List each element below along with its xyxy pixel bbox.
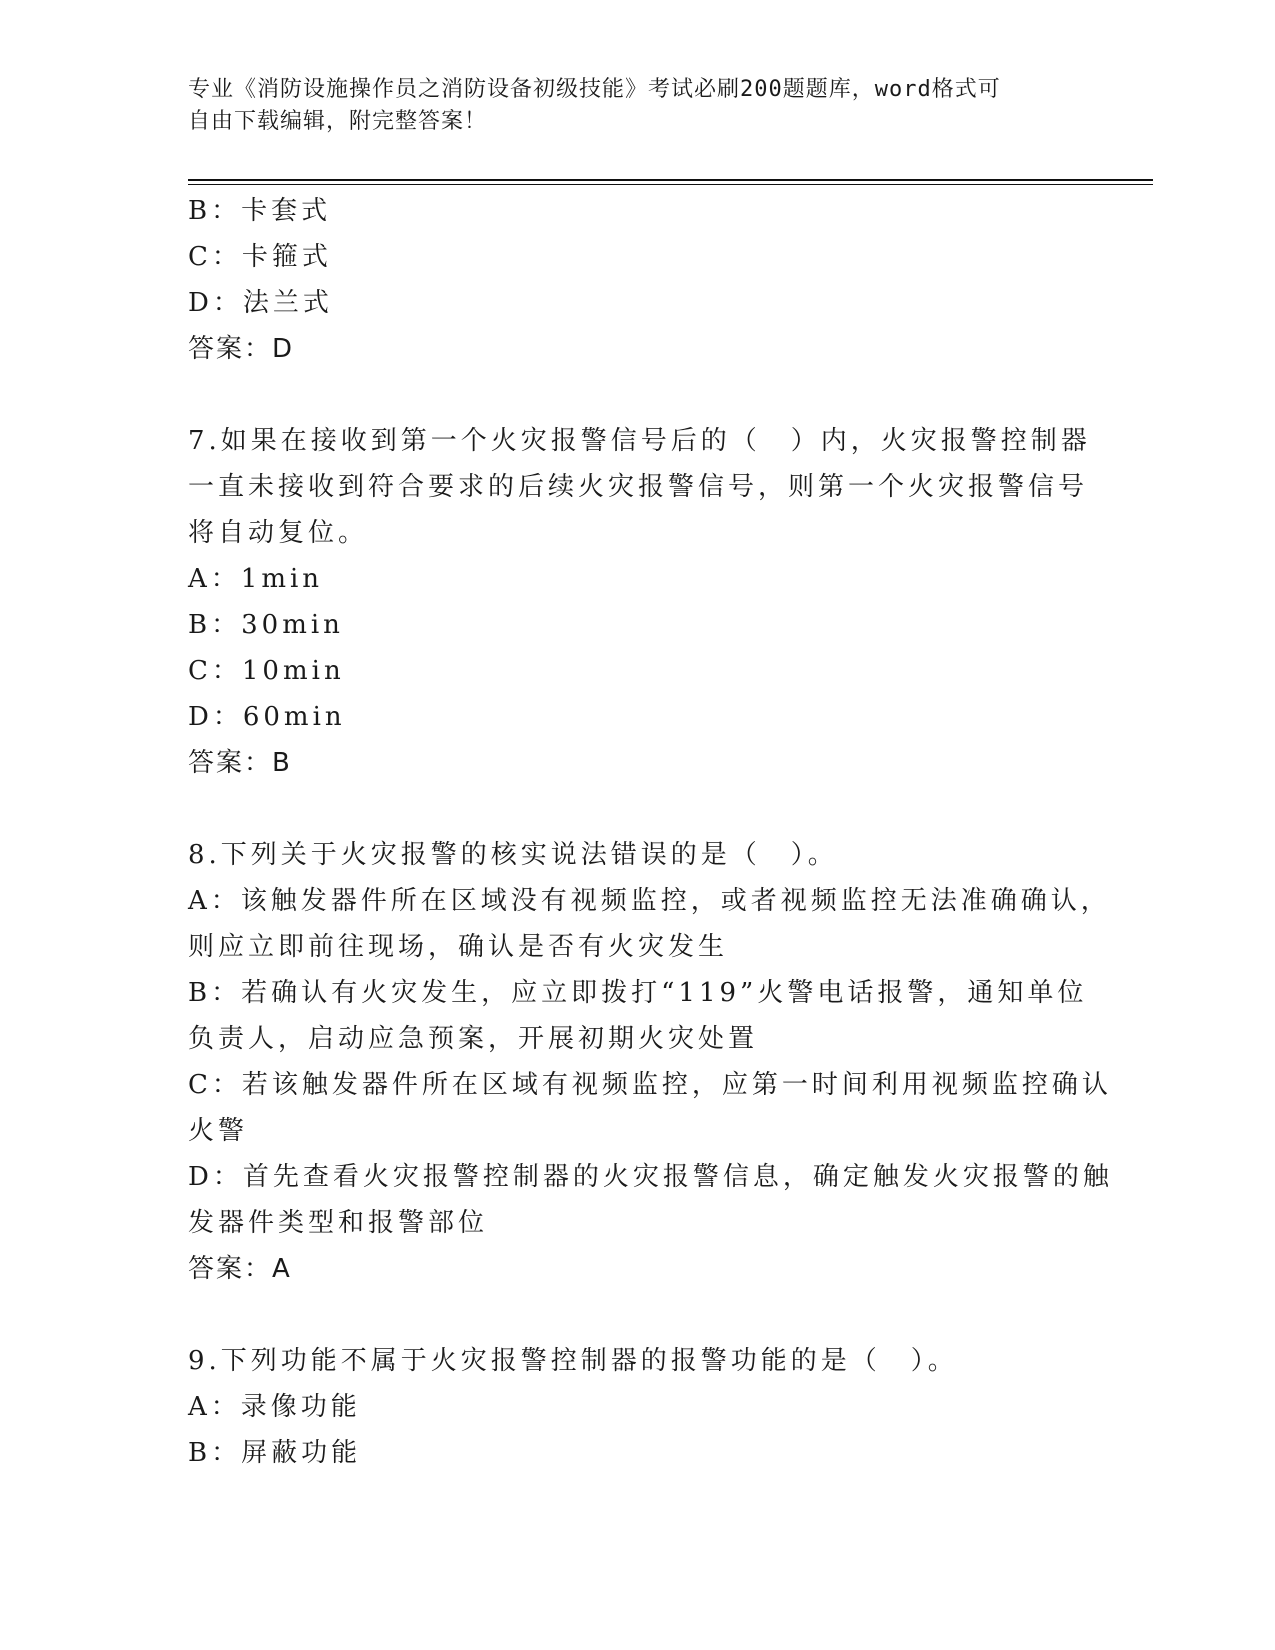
option-b: B：若确认有火灾发生，应立即拨打“119”火警电话报警，通知单位 xyxy=(188,978,1088,1008)
header-line-2: 自由下载编辑，附完整答案！ xyxy=(188,109,488,134)
option-d: D：60min xyxy=(188,702,346,732)
question-stem: 一直未接收到符合要求的后续火灾报警信号，则第一个火灾报警信号 xyxy=(188,472,1089,502)
document-header xyxy=(188,74,1068,138)
answer-line: 答案：D xyxy=(188,334,295,364)
option-c: C：卡箍式 xyxy=(188,242,332,272)
option-a: A：录像功能 xyxy=(188,1392,361,1422)
spacer xyxy=(188,1292,1088,1338)
question-9 xyxy=(188,1338,1088,1476)
option-b: B：30min xyxy=(188,610,344,640)
option-c: C：10min xyxy=(188,656,345,686)
question-7 xyxy=(188,418,1091,786)
option-d-continued: 发器件类型和报警部位 xyxy=(188,1208,489,1238)
question-6 xyxy=(188,188,1088,372)
option-a: A：该触发器件所在区域没有视频监控，或者视频监控无法准确确认， xyxy=(188,886,1111,916)
header-line-1: 专业《消防设施操作员之消防设备初级技能》考试必刷200题题库，word格式可 xyxy=(188,77,1001,102)
option-b-continued: 负责人，启动应急预案，开展初期火灾处置 xyxy=(188,1024,759,1054)
header-divider-thin xyxy=(188,184,1153,185)
question-stem: 7.如果在接收到第一个火灾报警信号后的（ ）内，火灾报警控制器 xyxy=(188,426,1091,456)
option-d: D：法兰式 xyxy=(188,288,333,318)
option-a: A：1min xyxy=(188,564,324,594)
option-d: D：首先查看火灾报警控制器的火灾报警信息，确定触发火灾报警的触 xyxy=(188,1162,1113,1192)
option-c-continued: 火警 xyxy=(188,1116,249,1146)
question-stem: 8.下列关于火灾报警的核实说法错误的是（ ）。 xyxy=(188,840,838,870)
option-b: B：卡套式 xyxy=(188,196,332,226)
answer-line: 答案：A xyxy=(188,1254,292,1284)
option-c: C：若该触发器件所在区域有视频监控，应第一时间利用视频监控确认 xyxy=(188,1070,1112,1100)
option-a-continued: 则应立即前往现场，确认是否有火灾发生 xyxy=(188,932,729,962)
question-stem: 9.下列功能不属于火灾报警控制器的报警功能的是（ ）。 xyxy=(188,1346,958,1376)
header-divider-thick xyxy=(188,179,1153,181)
question-list xyxy=(188,188,1113,1476)
spacer xyxy=(188,372,1088,418)
spacer xyxy=(188,786,1088,832)
question-stem: 将自动复位。 xyxy=(188,518,369,548)
answer-line: 答案：B xyxy=(188,748,292,778)
question-8 xyxy=(188,832,1113,1292)
option-b: B：屏蔽功能 xyxy=(188,1438,362,1468)
